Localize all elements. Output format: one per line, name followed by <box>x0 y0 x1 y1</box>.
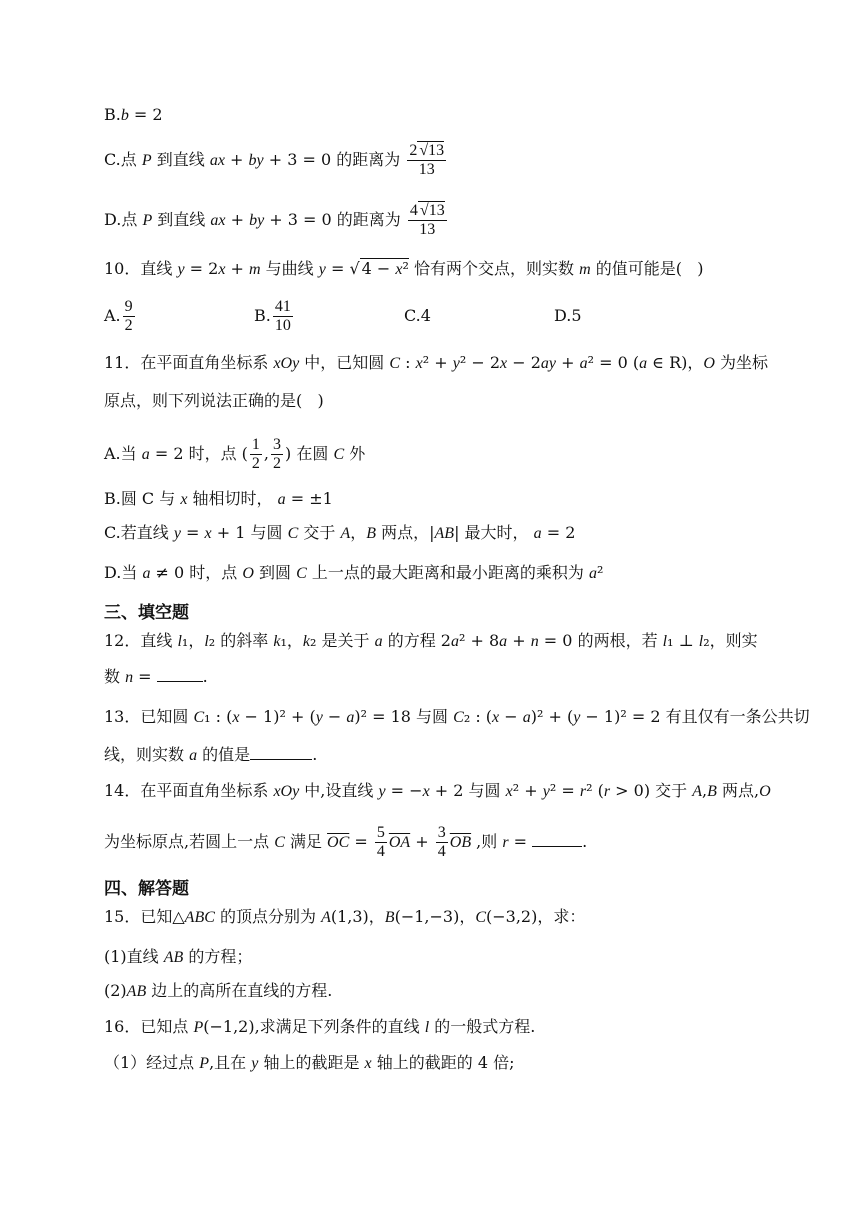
q10-stem: 10．直线 y = 2x + m 与曲线 y = √ 4 − x² 恰有两个交点，则实数 m 的值可能是( ) <box>104 259 704 278</box>
q11-option-c: C.若直线 y = x + 1 与圆 C 交于 A，B 两点，|AB| 最大时， a = 2 <box>104 523 576 542</box>
q10-option-c: C.4 <box>404 306 431 325</box>
q12-line1: 12．直线 l₁，l₂ 的斜率 k₁，k₂ 是关于 a 的方程 2a² + 8a + n = 0 的两根，若 l₁ ⊥ l₂，则实 <box>104 631 758 650</box>
section-heading-fill-in: 三、填空题 <box>104 603 189 623</box>
q10-option-a: A. $\frac{9}{2}$ <box>104 298 133 334</box>
answer-blank[interactable] <box>532 832 582 847</box>
q16-stem: 16．已知点 P(−1,2),求满足下列条件的直线 l 的一般式方程. <box>104 1017 536 1036</box>
q14-line1: 14．在平面直角坐标系 xOy 中,设直线 y = −x + 2 与圆 x² + y² = r² (r > 0) 交于 A,B 两点,O <box>104 781 771 800</box>
q14-line2: 为坐标原点,若圆上一点 C 满足 $\overline{OC}$ = $\frac{5}{4}$ $\overline{OA}$ + $\frac{3}{4}$ $\overline{OB}$ ,则 r = . <box>104 824 588 860</box>
q10-option-d: D.5 <box>554 306 582 325</box>
q11-option-b: B.圆 C 与 x 轴相切时， a = ±1 <box>104 489 333 508</box>
q9-option-c: C.点 P 到直线 ax + by + 3 = 0 的距离为 $\frac{2 √13}{13}$ <box>104 142 445 178</box>
q11-option-a: A.当 a = 2 时，点 ( $\frac{1}{2}$ , $\frac{3}{2}$ ) 在圆 C 外 <box>104 436 366 472</box>
fraction-2sqrt13-over-13: $\frac{2 √13}{13}$ <box>409 142 445 178</box>
q10-option-b: B. $\frac{41}{10}$ <box>254 298 291 334</box>
q15-part2: (2)AB 边上的高所在直线的方程. <box>104 981 333 1000</box>
q9-option-d: D.点 P 到直线 ax + by + 3 = 0 的距离为 $\frac{4 √13}{13}$ <box>104 202 445 238</box>
q12-line2: 数 n = . <box>104 667 208 686</box>
fraction-4sqrt13-over-13: $\frac{4 √13}{13}$ <box>409 202 445 238</box>
answer-blank[interactable] <box>157 667 203 682</box>
q13-line2: 线，则实数 a 的值是 . <box>104 745 318 764</box>
q11-option-d: D.当 a ≠ 0 时，点 O 到圆 C 上一点的最大距离和最小距离的乘积为 a² <box>104 563 604 582</box>
q13-line1: 13．已知圆 C₁ : (x − 1)² + (y − a)² = 18 与圆 C₂ : (x − a)² + (y − 1)² = 2 有且仅有一条公共切 <box>104 707 810 726</box>
q11-stem-line1: 11．在平面直角坐标系 xOy 中，已知圆 C : x² + y² − 2x − 2ay + a² = 0 (a ∈ R)，O 为坐标 <box>104 353 769 372</box>
q11-stem-line2: 原点，则下列说法正确的是( ) <box>104 391 324 410</box>
q9-option-b: B.b = 2 <box>104 105 163 124</box>
q16-part1: （1）经过点 P,且在 y 轴上的截距是 x 轴上的截距的 4 倍; <box>104 1053 515 1072</box>
answer-blank[interactable] <box>250 745 312 760</box>
q15-part1: (1)直线 AB 的方程； <box>104 947 253 966</box>
section-heading-solutions: 四、解答题 <box>104 879 189 899</box>
q15-stem: 15．已知△ABC 的顶点分别为 A(1,3)，B(−1,−3)，C(−3,2)，求： <box>104 907 586 926</box>
